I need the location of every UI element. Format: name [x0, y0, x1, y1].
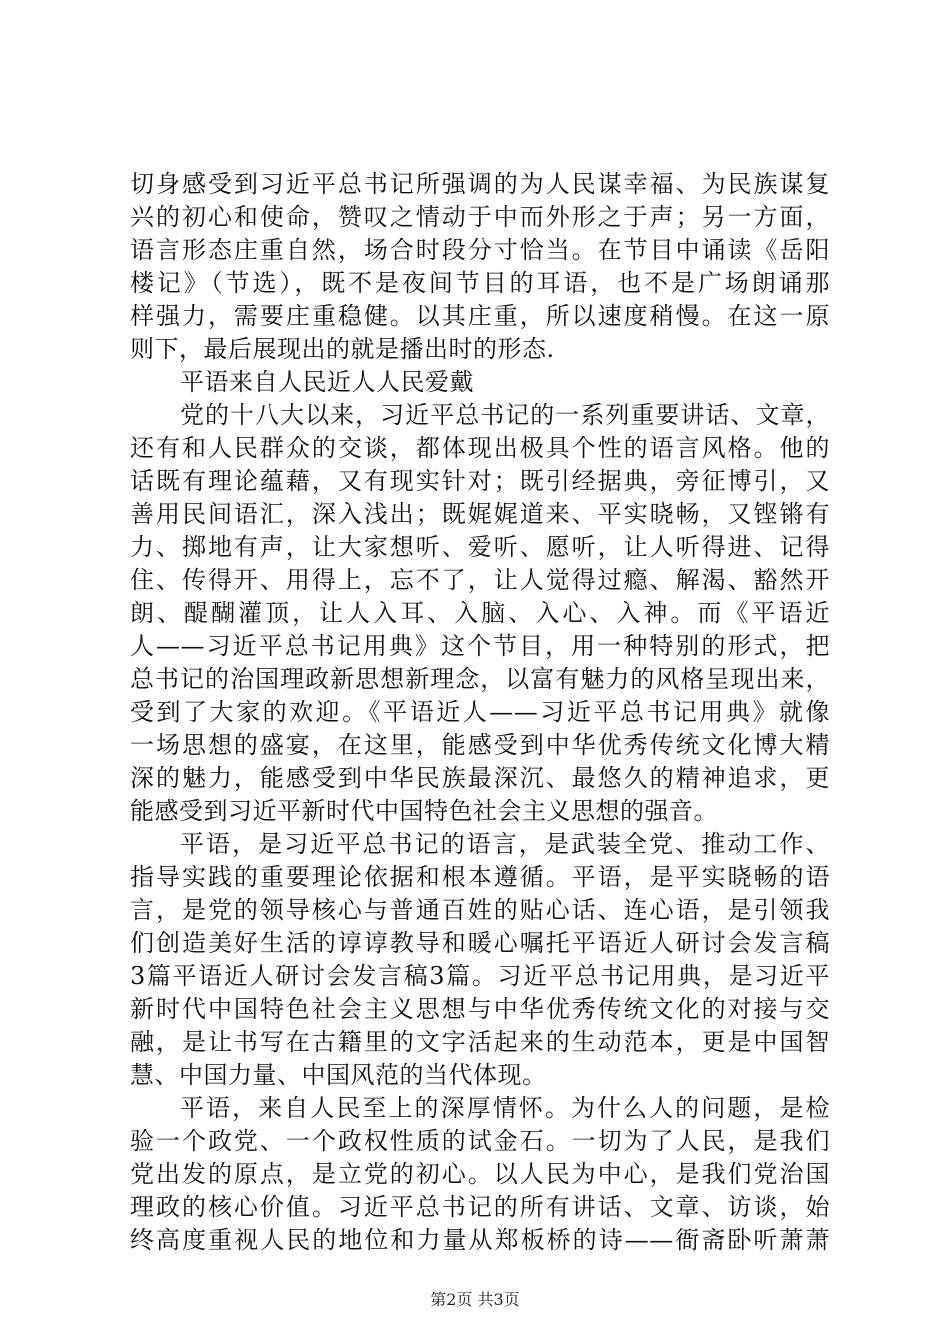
text-line: 还有和人民群众的交谈，都体现出极具个性的语言风格。他的: [130, 434, 830, 462]
text-line: 总书记的治国理政新思想新理念，以富有魅力的风格呈现出来，: [130, 665, 830, 693]
text-line: 能感受到习近平新时代中国特色社会主义思想的强音。: [130, 797, 718, 825]
text-line: 深的魅力，能感受到中华民族最深沉、最悠久的精神追求，更: [130, 764, 830, 792]
body-text: [130, 168, 830, 1257]
text-line: 受到了大家的欢迎。《平语近人——习近平总书记用典》就像: [130, 698, 830, 726]
text-line: 人——习近平总书记用典》这个节目，用一种特别的形式，把: [130, 632, 830, 660]
text-line: 党出发的原点，是立党的初心。以人民为中心，是我们党治国: [130, 1160, 830, 1188]
text-line: 则下，最后展现出的就是播出时的形态.: [130, 335, 555, 363]
text-line: 言，是党的领导核心与普通百姓的贴心话、连心语，是引领我: [130, 896, 830, 924]
text-line: 理政的核心价值。习近平总书记的所有讲话、文章、访谈，始: [130, 1193, 830, 1221]
text-line: 验一个政党、一个政权性质的试金石。一切为了人民，是我们: [130, 1127, 830, 1155]
text-line: 融，是让书写在古籍里的文字活起来的生动范本，更是中国智: [130, 1028, 830, 1056]
text-line: 慧、中国力量、中国风范的当代体现。: [130, 1061, 547, 1089]
text-line: 终高度重视人民的地位和力量从郑板桥的诗——衙斋卧听萧萧: [130, 1226, 830, 1254]
text-line: 指导实践的重要理论依据和根本遵循。平语，是平实晓畅的语: [130, 863, 830, 891]
text-line: 党的十八大以来，习近平总书记的一系列重要讲话、文章，: [180, 401, 830, 429]
text-line: 3篇平语近人研讨会发言稿3篇。习近平总书记用典，是习近平: [130, 962, 830, 990]
text-line: 样强力，需要庄重稳健。以其庄重，所以速度稍慢。在这一原: [130, 302, 830, 330]
text-line: 们创造美好生活的谆谆教导和暖心嘱托平语近人研讨会发言稿: [130, 929, 830, 957]
text-line: 一场思想的盛宴，在这里，能感受到中华优秀传统文化博大精: [130, 731, 830, 759]
page-footer: 第2页 共3页: [430, 1290, 520, 1309]
text-line: 楼记》（节选），既不是夜间节目的耳语，也不是广场朗诵那: [130, 269, 830, 297]
text-line: 力、掷地有声，让大家想听、爱听、愿听，让人听得进、记得: [130, 533, 830, 561]
text-line: 善用民间语汇，深入浅出；既娓娓道来、平实晓畅，又铿锵有: [130, 500, 830, 528]
text-line: 新时代中国特色社会主义思想与中华优秀传统文化的对接与交: [130, 995, 830, 1023]
section-heading: 平语来自人民近人人民爱戴: [180, 368, 474, 396]
text-line: 平语，是习近平总书记的语言，是武装全党、推动工作、: [180, 830, 830, 858]
text-line: 切身感受到习近平总书记所强调的为人民谋幸福、为民族谋复: [130, 170, 830, 198]
text-line: 朗、醍醐灌顶，让人入耳、入脑、入心、入神。而《平语近: [130, 599, 830, 627]
text-line: 兴的初心和使命，赞叹之情动于中而外形之于声；另一方面，: [130, 203, 830, 231]
text-line: 平语，来自人民至上的深厚情怀。为什么人的问题，是检: [180, 1094, 830, 1122]
text-line: 语言形态庄重自然，场合时段分寸恰当。在节目中诵读《岳阳: [130, 236, 830, 264]
text-line: 住、传得开、用得上，忘不了，让人觉得过瘾、解渴、豁然开: [130, 566, 830, 594]
text-line: 话既有理论蕴藉，又有现实针对；既引经据典，旁征博引，又: [130, 467, 830, 495]
